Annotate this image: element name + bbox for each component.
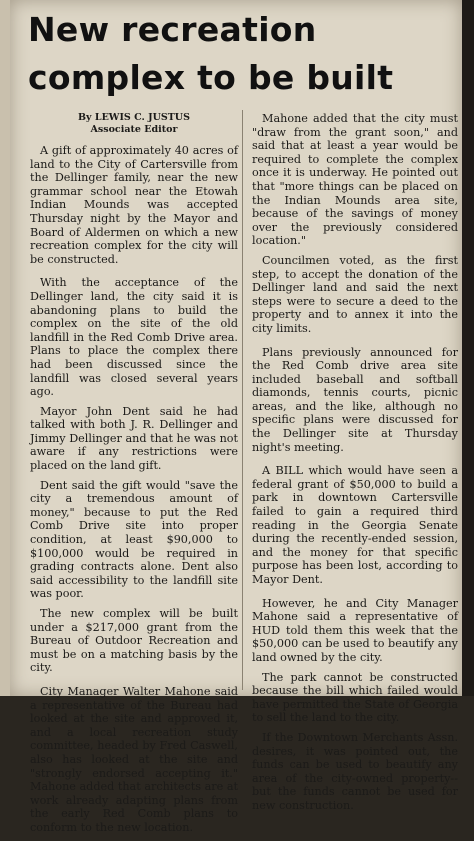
article-column-right bbox=[252, 112, 458, 819]
paragraph: Plans previously announced for the Red Comb drive area site included baseball and softball diamonds, tennis courts, picnic areas, and the like, although no specific plans were discussed for the Dellinger site at Thursday night's meeting. bbox=[252, 345, 458, 454]
paragraph: The new complex will be built under a $217,000 grant from the Bureau of Outdoor Recreation and must be on a matching basis by the city. bbox=[30, 607, 238, 675]
headline bbox=[28, 6, 448, 102]
paragraph: The park cannot be constructed because the bill which failed would have permitted the State of Georgia to sell the land to the city. bbox=[252, 670, 458, 725]
paragraph: City Manager Walter Mahone said a representative of the Bureau had looked at the site and approved it, and a local recreation study committee, headed by Fred Caswell, also has looked at the site and "strongly endorsed accepting it." Mahone added that architects are at work already adapting plans from the early Red Comb plans to conform to the new location. bbox=[30, 684, 238, 834]
byline bbox=[30, 112, 238, 136]
paragraph: Mayor John Dent said he had talked with both J. R. Dellinger and Jimmy Dellinger and that he was not aware if any restrictions were placed on the land gift. bbox=[30, 404, 238, 473]
headline-line-2: complex to be built bbox=[28, 58, 394, 97]
newspaper-clipping bbox=[10, 0, 462, 834]
paragraph: Mahone added that the city must "draw from the grant soon," and said that at least a year would be required to complete the complex once it is underway. He pointed out that "more things can be placed on the Indian Mounds area site, because of the savings of money over the previously considered location." bbox=[252, 112, 458, 248]
headline-line-1: New recreation bbox=[28, 10, 317, 49]
adjacent-page-edge bbox=[0, 0, 10, 696]
paragraph: Councilmen voted, as the first step, to accept the donation of the Dellinger land and said the next steps were to secure a deed to the property and to annex it into the city limits. bbox=[252, 253, 458, 335]
column-divider bbox=[242, 110, 243, 690]
paragraph: Dent said the gift would "save the city a tremendous amount of money," because to put the Red Comb Drive site into proper condition, at least $90,000 to $100,000 would be required in grading contracts alone. Dent also said accessibility to the landfill site was poor. bbox=[30, 478, 238, 601]
paragraph: A BILL which would have seen a federal grant of $50,000 to build a park in downtown Cartersville failed to gain a required third reading in the Georgia Senate during the recently-ended session, and the money for that specific purpose has been lost, according to Mayor Dent. bbox=[252, 464, 458, 586]
adjacent-page-edge-right bbox=[462, 0, 474, 696]
byline-name: By LEWIS C. JUSTUS bbox=[78, 112, 190, 123]
paragraph: If the Downtown Merchants Assn. desires, it was pointed out, the funds can be used to beautify any area of the city-owned property--but the funds cannot be used for new construction. bbox=[252, 730, 458, 812]
article-column-left bbox=[30, 112, 238, 841]
paragraph: With the acceptance of the Dellinger land, the city said it is abandoning plans to build the complex on the site of the old landfill in the Red Comb Drive area. Plans to place the complex there had been discussed since the landfill was closed several years ago. bbox=[30, 276, 238, 399]
paragraph: A gift of approximately 40 acres of land to the City of Cartersville from the Dellinger family, near the new grammar school near the Etowah Indian Mounds was accepted Thursday night by the Mayor and Board of Aldermen on which a new recreation complex for the city will be constructed. bbox=[30, 144, 238, 266]
paragraph: However, he and City Manager Mahone said a representative of HUD told them this week that the $50,000 can be used to beautify any land owned by the city. bbox=[252, 596, 458, 664]
byline-title: Associate Editor bbox=[90, 124, 178, 135]
